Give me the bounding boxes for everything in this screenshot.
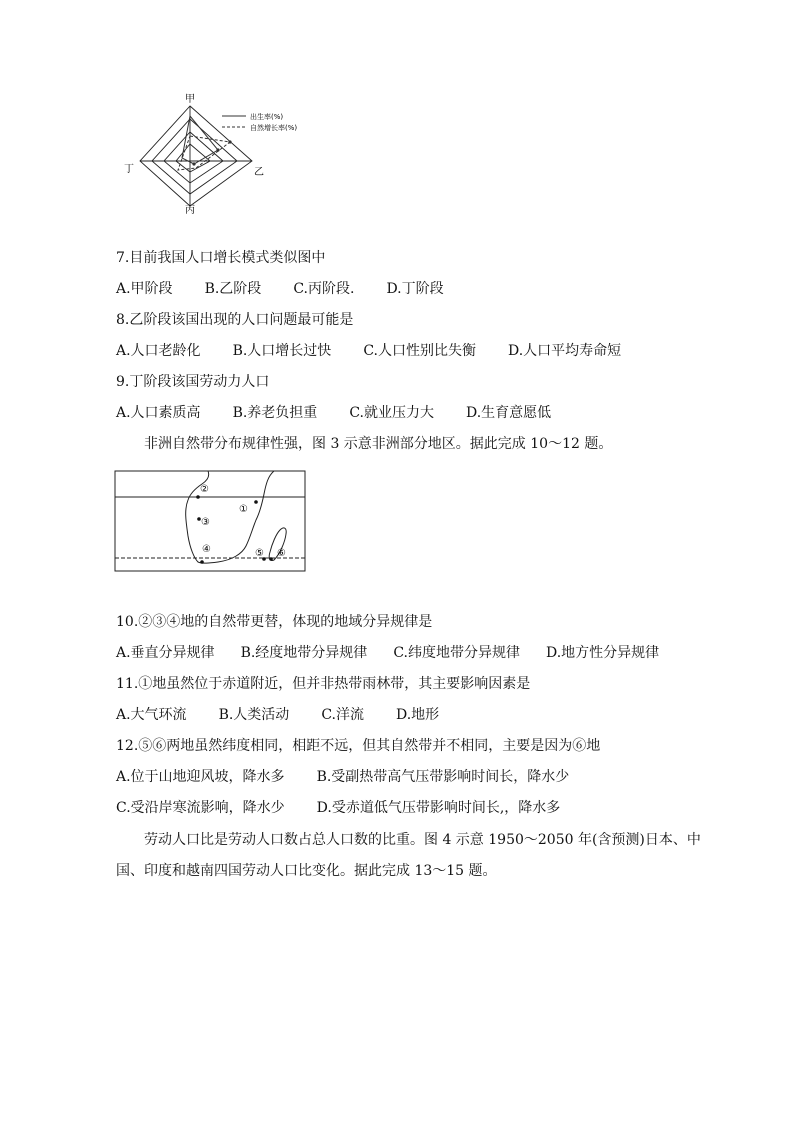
- q7-option-c[interactable]: C.丙阶段.: [293, 281, 355, 297]
- marker-3: ③: [201, 517, 210, 528]
- q9-option-a[interactable]: A.人口素质高: [116, 405, 201, 421]
- question-7-stem: 7.目前我国人口增长模式类似图中: [116, 250, 326, 266]
- population-radar-figure: [108, 92, 338, 214]
- marker-6: ⑥: [277, 548, 286, 559]
- q8-option-a[interactable]: A.人口老龄化: [116, 343, 201, 359]
- africa-map-figure: [114, 470, 306, 572]
- question-9-stem: 9.丁阶段该国劳动力人口: [116, 374, 270, 390]
- question-11-stem: 11.①地虽然位于赤道附近，但并非热带雨林带，其主要影响因素是: [116, 676, 531, 692]
- q11-option-d[interactable]: D.地形: [395, 707, 440, 723]
- q12-option-c[interactable]: C.受沿岸寒流影响，降水少: [116, 800, 285, 816]
- question-9-options: [116, 403, 551, 423]
- q7-option-b[interactable]: B.乙阶段: [204, 281, 262, 297]
- q9-option-b[interactable]: B.养老负担重: [232, 405, 318, 421]
- question-11-options: [116, 705, 439, 725]
- q10-option-b[interactable]: B.经度地带分异规律: [240, 645, 368, 661]
- marker-5: ⑤: [255, 548, 264, 559]
- axis-label-right: 乙: [254, 167, 264, 178]
- legend-solid-label: 出生率(%): [250, 113, 284, 121]
- question-10-stem: 10.②③④地的自然带更替，体现的地域分异规律是: [116, 614, 433, 630]
- q7-option-d[interactable]: D.丁阶段: [386, 281, 444, 297]
- q12-option-d[interactable]: D.受赤道低气压带影响时间长,，降水多: [316, 800, 561, 816]
- intro-africa: 非洲自然带分布规律性强，图 3 示意非洲部分地区。据此完成 10～12 题。: [144, 436, 613, 452]
- q10-option-d[interactable]: D.地方性分异规律: [545, 645, 660, 661]
- q8-option-b[interactable]: B.人口增长过快: [232, 343, 332, 359]
- axis-label-top: 甲: [185, 94, 195, 105]
- intro-labor-line1: 劳动人口比是劳动人口数占总人口数的比重。图 4 示意 1950～2050 年(含预测)日本、中: [144, 832, 701, 848]
- q10-option-a[interactable]: A.垂直分异规律: [116, 645, 215, 661]
- q9-option-d[interactable]: D.生育意愿低: [465, 405, 552, 421]
- axis-label-left: 丁: [124, 164, 134, 175]
- question-10-options: [116, 643, 659, 663]
- axis-label-bottom: 丙: [185, 205, 195, 214]
- question-8-options: [116, 341, 621, 361]
- question-8-stem: 8.乙阶段该国出现的人口问题最可能是: [116, 312, 354, 328]
- q8-option-c[interactable]: C.人口性别比失衡: [363, 343, 476, 359]
- intro-labor-line2: 国、印度和越南四国劳动人口比变化。据此完成 13～15 题。: [116, 863, 497, 879]
- q11-option-b[interactable]: B.人类活动: [218, 707, 290, 723]
- q11-option-c[interactable]: C.洋流: [321, 707, 364, 723]
- question-12-stem: 12.⑤⑥两地虽然纬度相同，相距不远，但其自然带并不相同，主要是因为⑥地: [116, 738, 601, 754]
- question-7-options: [116, 279, 444, 299]
- marker-2: ②: [200, 484, 209, 495]
- legend-dashed-label: 自然增长率(%): [250, 124, 298, 132]
- q12-option-a[interactable]: A.位于山地迎风坡，降水多: [116, 769, 285, 785]
- q9-option-c[interactable]: C.就业压力大: [349, 405, 434, 421]
- question-12-options-row2: [116, 798, 560, 818]
- marker-4: ④: [202, 544, 211, 555]
- q7-option-a[interactable]: A.甲阶段: [116, 281, 173, 297]
- q11-option-a[interactable]: A.大气环流: [116, 707, 187, 723]
- q8-option-d[interactable]: D.人口平均寿命短: [507, 343, 622, 359]
- q12-option-b[interactable]: B.受副热带高气压带影响时间长，降水少: [316, 769, 570, 785]
- marker-1: ①: [239, 504, 248, 515]
- q10-option-c[interactable]: C.纬度地带分异规律: [393, 645, 520, 661]
- question-12-options-row1: [116, 767, 569, 787]
